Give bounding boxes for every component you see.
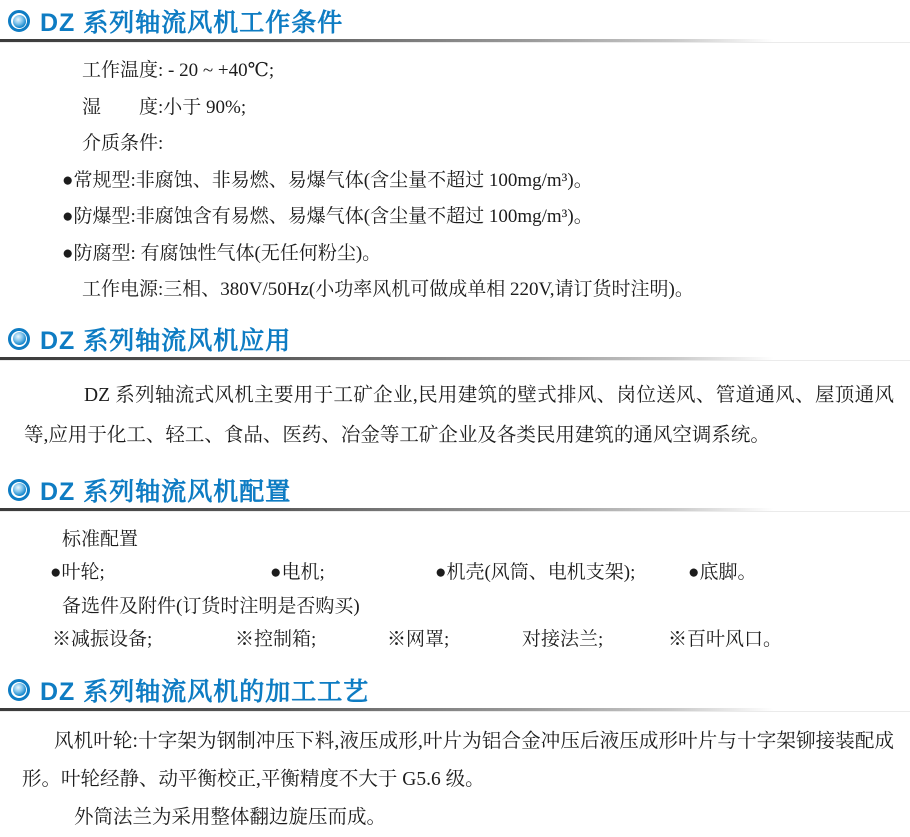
optional-config-item: ※减振设备;: [52, 628, 153, 650]
section-title-manufacturing-process: DZ 系列轴流风机的加工工艺: [40, 677, 370, 706]
bullseye-core-icon: [13, 332, 26, 345]
spec-line-medium: 介质条件:: [82, 133, 164, 154]
optional-config-item: 对接法兰;: [522, 628, 604, 650]
bullseye-core-icon: [13, 15, 26, 28]
optional-config-row: [0, 623, 910, 657]
bullseye-icon: [8, 10, 30, 32]
bullseye-icon: [8, 328, 30, 350]
spec-line-power-supply: 工作电源:三相、380V/50Hz(小功率风机可做成单相 220V,请订货时注明)。: [82, 279, 694, 300]
standard-config-label: 标准配置: [62, 528, 139, 550]
header-divider: [0, 39, 910, 42]
section-manufacturing-process-header: [0, 674, 910, 706]
standard-config-item: ●底脚。: [688, 561, 757, 583]
spec-line-explosion-proof-type: ●防爆型:非腐蚀含有易燃、易爆气体(含尘量不超过 100mg/m³)。: [62, 206, 593, 227]
bullseye-icon: [8, 679, 30, 701]
header-divider: [0, 357, 910, 360]
spec-line-humidity: 湿 度:小于 90%;: [82, 96, 247, 118]
spec-line-temperature: 工作温度: - 20 ~ +40℃;: [82, 60, 275, 81]
standard-config-row: [0, 556, 910, 590]
standard-config-item: ●电机;: [270, 561, 325, 583]
bullseye-core-icon: [13, 483, 26, 496]
spec-line-regular-type: ●常规型:非腐蚀、非易燃、易爆气体(含尘量不超过 100mg/m³)。: [62, 169, 593, 191]
applications-paragraph: DZ 系列轴流式风机主要用于工矿企业,民用建筑的壁式排风、岗位送风、管道通风、屋顶通风等,应用于化工、轻工、食品、医药、冶金等工矿企业及各类民用建筑的通风空调系统。: [24, 384, 894, 446]
section-applications: [0, 323, 910, 456]
section-working-conditions-header: [0, 5, 910, 37]
optional-config-label: 备选件及附件(订货时注明是否购买): [62, 595, 360, 617]
section-title-applications: DZ 系列轴流风机应用: [40, 326, 292, 355]
header-divider: [0, 508, 910, 511]
bullseye-core-icon: [13, 683, 26, 696]
standard-config-item: ●机壳(风筒、电机支架);: [435, 561, 636, 583]
optional-config-item: ※控制箱;: [235, 628, 317, 650]
section-working-conditions: [0, 5, 910, 309]
standard-config-item: ●叶轮;: [50, 561, 105, 583]
section-applications-header: [0, 323, 910, 355]
section-configuration: [0, 474, 910, 657]
process-paragraph-impeller: 风机叶轮:十字架为钢制冲压下料,液压成形,叶片为铝合金冲压后液压成形叶片与十字架铆接装配成形。叶轮经静、动平衡校正,平衡精度不大于 G5.6 级。: [22, 730, 894, 790]
section-manufacturing-process: [0, 674, 910, 837]
section-configuration-header: [0, 474, 910, 506]
working-conditions-body: [0, 53, 910, 309]
header-divider: [0, 708, 910, 711]
optional-config-item: ※百叶风口。: [668, 628, 783, 650]
process-paragraph-flange: 外筒法兰为采用整体翻边旋压而成。: [74, 806, 387, 828]
section-title-working-conditions: DZ 系列轴流风机工作条件: [40, 9, 344, 37]
bullseye-icon: [8, 479, 30, 501]
section-title-configuration: DZ 系列轴流风机配置: [40, 477, 292, 506]
optional-config-item: ※网罩;: [387, 628, 450, 650]
spec-line-anticorrosion-type: ●防腐型: 有腐蚀性气体(无任何粉尘)。: [62, 242, 382, 264]
